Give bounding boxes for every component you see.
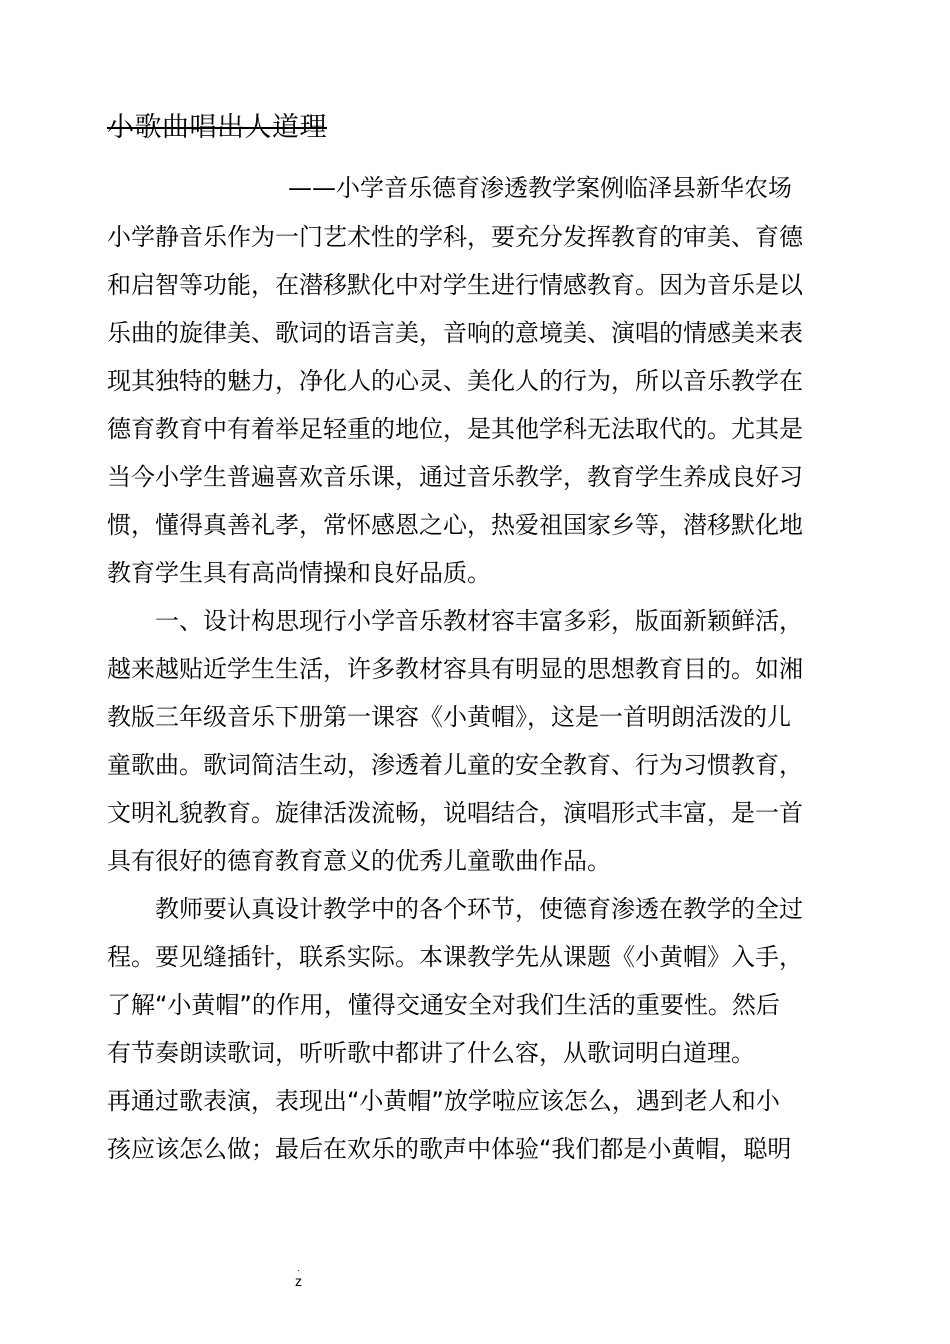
body-line: 再通过歌表演，表现出“小黄帽”放学啦应该怎么，遇到老人和小 xyxy=(107,1087,780,1115)
body-line: 教师要认真设计教学中的各个环节，使德育渗透在教学的全过 xyxy=(107,895,803,923)
footer-dot: . xyxy=(297,1263,300,1273)
body-line: 童歌曲。歌词简洁生动，渗透着儿童的安全教育、行为习惯教育， xyxy=(107,751,803,779)
footer-mark: z xyxy=(295,1273,302,1289)
body-line: 当今小学生普遍喜欢音乐课，通过音乐教学，教育学生养成良好习 xyxy=(107,463,803,491)
body-line: 乐曲的旋律美、歌词的语言美，音响的意境美、演唱的情感美来表 xyxy=(107,319,803,347)
body-line: 和启智等功能，在潜移默化中对学生进行情感教育。因为音乐是以 xyxy=(107,271,803,299)
body-line: 惯，懂得真善礼孝，常怀感恩之心，热爱祖国家乡等，潜移默化地 xyxy=(107,511,803,539)
body-line: 现其独特的魅力，净化人的心灵、美化人的行为，所以音乐教学在 xyxy=(107,367,803,395)
body-line: 有节奏朗读歌词，听听歌中都讲了什么容，从歌词明白道理。 xyxy=(107,1039,755,1067)
page-footer xyxy=(0,1264,597,1289)
body-line: 教育学生具有高尚情操和良好品质。 xyxy=(107,559,491,587)
body-line: 文明礼貌教育。旋律活泼流畅，说唱结合，演唱形式丰富，是一首 xyxy=(107,799,803,827)
document-title: 小歌曲唱出人道理 xyxy=(107,112,327,143)
document-subtitle: ——小学音乐德育渗透教学案例临泽县新华农场 xyxy=(288,174,792,202)
body-line: 孩应该怎么做；最后在欢乐的歌声中体验“我们都是小黄帽，聪明 xyxy=(107,1135,792,1163)
body-line: 小学静音乐作为一门艺术性的学科，要充分发挥教育的审美、育德 xyxy=(107,223,803,251)
body-line: 了解“小黄帽”的作用，懂得交通安全对我们生活的重要性。然后 xyxy=(107,991,780,1019)
body-line: 一、设计构思现行小学音乐教材容丰富多彩，版面新颖鲜活， xyxy=(107,607,803,635)
body-line: 具有很好的德育教育意义的优秀儿童歌曲作品。 xyxy=(107,847,611,875)
body-line: 教版三年级音乐下册第一课容《小黄帽》，这是一首明朗活泼的儿 xyxy=(107,703,791,731)
body-line: 越来越贴近学生生活，许多教材容具有明显的思想教育目的。如湘 xyxy=(107,655,803,683)
body-line: 程。要见缝插针，联系实际。本课教学先从课题《小黄帽》入手， xyxy=(107,943,803,971)
body-line: 德育教育中有着举足轻重的地位，是其他学科无法取代的。尤其是 xyxy=(107,415,803,443)
